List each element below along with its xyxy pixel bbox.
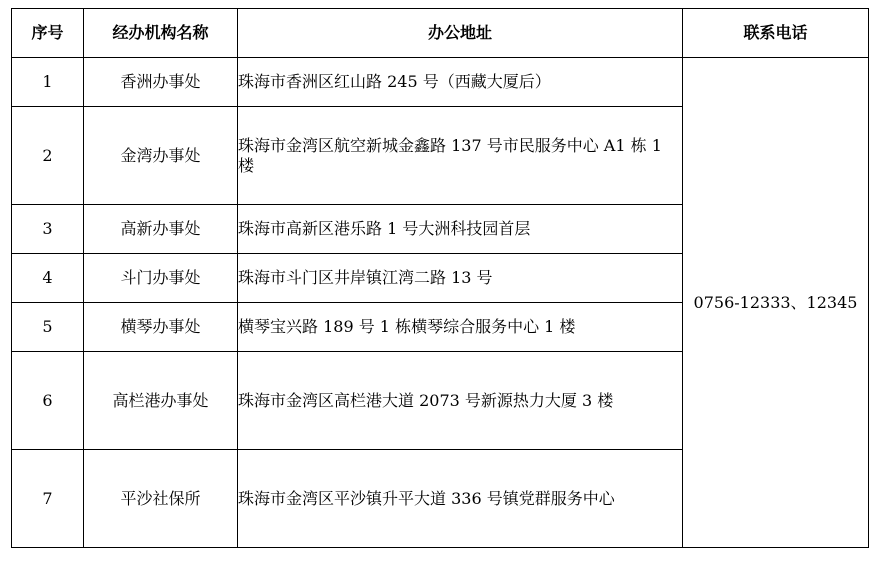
row-index: 7: [12, 450, 84, 548]
header-address: 办公地址: [238, 9, 683, 58]
office-name-cell: 高栏港办事处: [84, 352, 238, 450]
address-cell: 横琴宝兴路 189 号 1 栋横琴综合服务中心 1 楼: [238, 303, 683, 352]
phone-cell: 0756-12333、12345: [683, 58, 869, 548]
office-name-cell: 横琴办事处: [84, 303, 238, 352]
address-cell: 珠海市金湾区高栏港大道 2073 号新源热力大厦 3 楼: [238, 352, 683, 450]
row-index: 3: [12, 205, 84, 254]
table-header-row: [12, 9, 869, 58]
row-index: 1: [12, 58, 84, 107]
address-cell: 珠海市斗门区井岸镇江湾二路 13 号: [238, 254, 683, 303]
row-index: 6: [12, 352, 84, 450]
office-name-cell: 金湾办事处: [84, 107, 238, 205]
row-index: 5: [12, 303, 84, 352]
office-name-cell: 斗门办事处: [84, 254, 238, 303]
office-name-cell: 平沙社保所: [84, 450, 238, 548]
header-phone: 联系电话: [683, 9, 869, 58]
address-cell: 珠海市金湾区平沙镇升平大道 336 号镇党群服务中心: [238, 450, 683, 548]
office-name-cell: 高新办事处: [84, 205, 238, 254]
header-office-name: 经办机构名称: [84, 9, 238, 58]
address-cell: 珠海市高新区港乐路 1 号大洲科技园首层: [238, 205, 683, 254]
table-row: [12, 58, 869, 107]
address-cell: 珠海市金湾区航空新城金鑫路 137 号市民服务中心 A1 栋 1 楼: [238, 107, 683, 205]
header-index: 序号: [12, 9, 84, 58]
row-index: 2: [12, 107, 84, 205]
office-name-cell: 香洲办事处: [84, 58, 238, 107]
address-cell: 珠海市香洲区红山路 245 号（西藏大厦后）: [238, 58, 683, 107]
office-contact-table: [11, 8, 869, 548]
row-index: 4: [12, 254, 84, 303]
